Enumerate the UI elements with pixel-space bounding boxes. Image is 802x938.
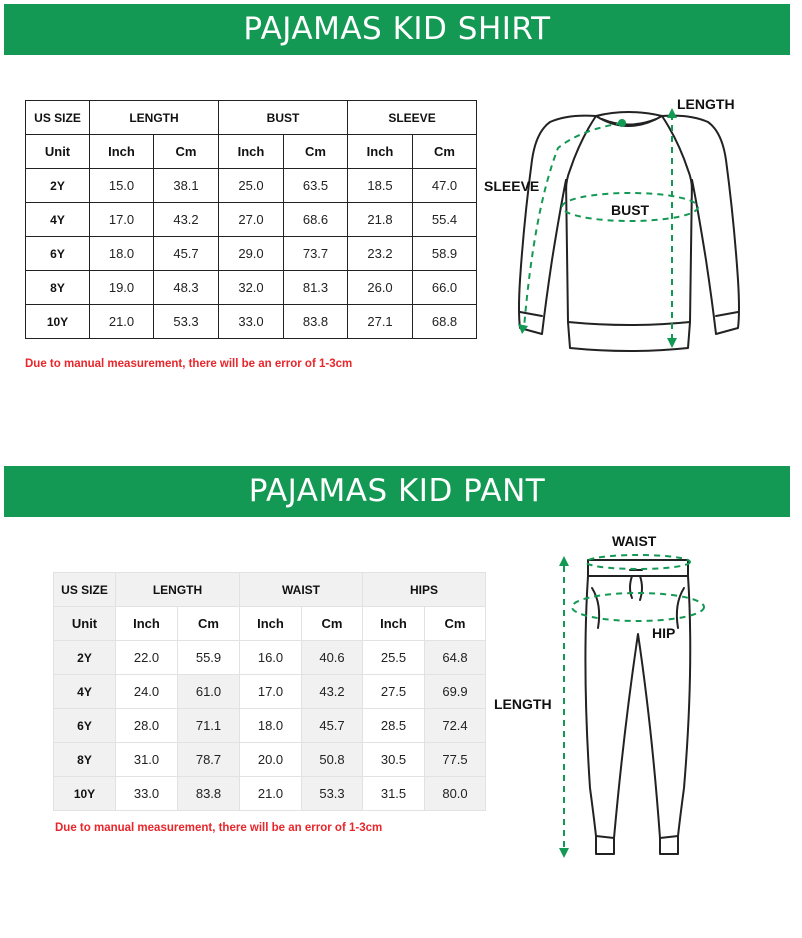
value-cell: 80.0 <box>425 777 486 811</box>
value-cell: 18.0 <box>90 237 154 271</box>
value-cell: 72.4 <box>425 709 486 743</box>
value-cell: 31.0 <box>116 743 178 777</box>
table-row <box>26 203 477 237</box>
value-cell: 66.0 <box>413 271 477 305</box>
jogger-pants-diagram-icon <box>552 548 712 863</box>
value-cell: 40.6 <box>302 641 363 675</box>
value-cell: 55.4 <box>413 203 477 237</box>
value-cell: 61.0 <box>178 675 240 709</box>
value-cell: 22.0 <box>116 641 178 675</box>
pant-length-label: LENGTH <box>494 696 552 712</box>
value-cell: 81.3 <box>284 271 348 305</box>
value-cell: 53.3 <box>302 777 363 811</box>
pant-waist-label: WAIST <box>612 533 657 549</box>
size-cell: 4Y <box>54 675 116 709</box>
shirt-banner-title: PAJAMAS KID SHIRT <box>243 11 551 47</box>
size-cell: 4Y <box>26 203 90 237</box>
value-cell: 30.5 <box>363 743 425 777</box>
value-cell: 28.5 <box>363 709 425 743</box>
unit-label: Unit <box>26 135 90 169</box>
value-cell: 21.0 <box>240 777 302 811</box>
size-header: US SIZE <box>54 573 116 607</box>
unit-cell: Inch <box>363 607 425 641</box>
value-cell: 27.0 <box>219 203 284 237</box>
unit-cell: Inch <box>219 135 284 169</box>
shirt-section-banner <box>4 4 790 55</box>
value-cell: 58.9 <box>413 237 477 271</box>
table-row <box>54 777 486 811</box>
table-row <box>26 169 477 203</box>
size-cell: 2Y <box>26 169 90 203</box>
length-header: LENGTH <box>90 101 219 135</box>
value-cell: 83.8 <box>284 305 348 339</box>
value-cell: 71.1 <box>178 709 240 743</box>
value-cell: 17.0 <box>90 203 154 237</box>
value-cell: 16.0 <box>240 641 302 675</box>
size-header: US SIZE <box>26 101 90 135</box>
unit-row <box>54 607 486 641</box>
pant-measurement-note: Due to manual measurement, there will be an error of 1-3cm <box>55 822 383 834</box>
value-cell: 31.5 <box>363 777 425 811</box>
value-cell: 20.0 <box>240 743 302 777</box>
value-cell: 83.8 <box>178 777 240 811</box>
size-cell: 10Y <box>54 777 116 811</box>
value-cell: 53.3 <box>154 305 219 339</box>
value-cell: 48.3 <box>154 271 219 305</box>
value-cell: 69.9 <box>425 675 486 709</box>
size-cell: 8Y <box>26 271 90 305</box>
shirt-measurement-note: Due to manual measurement, there will be an error of 1-3cm <box>25 358 353 370</box>
value-cell: 25.0 <box>219 169 284 203</box>
pant-size-table <box>53 572 486 811</box>
value-cell: 26.0 <box>348 271 413 305</box>
value-cell: 18.5 <box>348 169 413 203</box>
value-cell: 45.7 <box>302 709 363 743</box>
value-cell: 29.0 <box>219 237 284 271</box>
sweatshirt-diagram-icon <box>510 100 750 355</box>
unit-row <box>26 135 477 169</box>
value-cell: 25.5 <box>363 641 425 675</box>
size-cell: 10Y <box>26 305 90 339</box>
unit-cell: Cm <box>413 135 477 169</box>
value-cell: 15.0 <box>90 169 154 203</box>
value-cell: 50.8 <box>302 743 363 777</box>
value-cell: 77.5 <box>425 743 486 777</box>
unit-cell: Cm <box>425 607 486 641</box>
value-cell: 24.0 <box>116 675 178 709</box>
table-row <box>26 305 477 339</box>
shirt-bust-label: BUST <box>611 202 650 218</box>
value-cell: 28.0 <box>116 709 178 743</box>
value-cell: 27.5 <box>363 675 425 709</box>
unit-cell: Inch <box>116 607 178 641</box>
value-cell: 64.8 <box>425 641 486 675</box>
table-header-row <box>26 101 477 135</box>
unit-cell: Cm <box>284 135 348 169</box>
value-cell: 68.8 <box>413 305 477 339</box>
value-cell: 19.0 <box>90 271 154 305</box>
value-cell: 33.0 <box>116 777 178 811</box>
value-cell: 38.1 <box>154 169 219 203</box>
table-row <box>26 237 477 271</box>
table-row <box>54 709 486 743</box>
size-cell: 6Y <box>26 237 90 271</box>
value-cell: 33.0 <box>219 305 284 339</box>
value-cell: 23.2 <box>348 237 413 271</box>
size-cell: 8Y <box>54 743 116 777</box>
value-cell: 45.7 <box>154 237 219 271</box>
value-cell: 78.7 <box>178 743 240 777</box>
table-header-row <box>54 573 486 607</box>
shirt-length-label: LENGTH <box>677 96 735 112</box>
unit-cell: Inch <box>240 607 302 641</box>
value-cell: 17.0 <box>240 675 302 709</box>
size-cell: 6Y <box>54 709 116 743</box>
table-row <box>26 271 477 305</box>
unit-cell: Cm <box>154 135 219 169</box>
value-cell: 55.9 <box>178 641 240 675</box>
value-cell: 21.8 <box>348 203 413 237</box>
value-cell: 47.0 <box>413 169 477 203</box>
value-cell: 43.2 <box>154 203 219 237</box>
unit-label: Unit <box>54 607 116 641</box>
waist-header: WAIST <box>240 573 363 607</box>
value-cell: 18.0 <box>240 709 302 743</box>
value-cell: 43.2 <box>302 675 363 709</box>
length-header: LENGTH <box>116 573 240 607</box>
unit-cell: Inch <box>348 135 413 169</box>
unit-cell: Cm <box>178 607 240 641</box>
value-cell: 21.0 <box>90 305 154 339</box>
value-cell: 27.1 <box>348 305 413 339</box>
hips-header: HIPS <box>363 573 486 607</box>
shirt-size-table <box>25 100 477 339</box>
sleeve-header: SLEEVE <box>348 101 477 135</box>
table-row <box>54 743 486 777</box>
pant-banner-title: PAJAMAS KID PANT <box>248 473 546 509</box>
value-cell: 63.5 <box>284 169 348 203</box>
value-cell: 68.6 <box>284 203 348 237</box>
shirt-sleeve-label: SLEEVE <box>484 178 540 194</box>
unit-cell: Cm <box>302 607 363 641</box>
value-cell: 73.7 <box>284 237 348 271</box>
value-cell: 32.0 <box>219 271 284 305</box>
size-cell: 2Y <box>54 641 116 675</box>
table-row <box>54 641 486 675</box>
pant-hip-label: HIP <box>652 625 676 641</box>
table-row <box>54 675 486 709</box>
bust-header: BUST <box>219 101 348 135</box>
pant-section-banner <box>4 466 790 517</box>
unit-cell: Inch <box>90 135 154 169</box>
